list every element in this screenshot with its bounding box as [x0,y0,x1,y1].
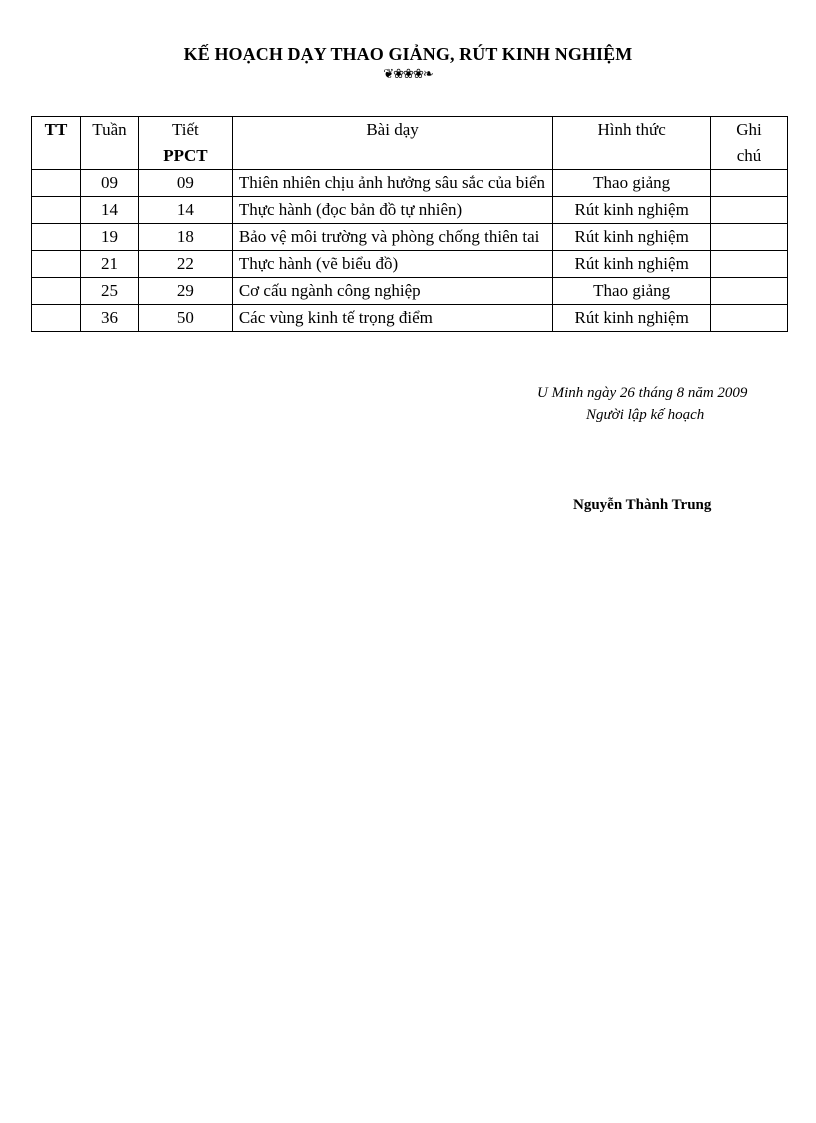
cell-tt [32,278,81,305]
cell-tiet: 18 [138,224,232,251]
header-ghi-chu-line2: chú [736,146,762,165]
cell-tuan: 21 [80,251,138,278]
lesson-plan-table [31,116,788,332]
table-row [32,197,788,224]
cell-tuan: 36 [80,305,138,332]
cell-bai-day: Thực hành (vẽ biểu đồ) [232,251,552,278]
header-bai-day: Bài dạy [232,117,552,170]
header-ghi-chu-line1: Ghi [736,120,762,139]
cell-ghi-chu [711,251,788,278]
header-tuan: Tuần [80,117,138,170]
cell-tiet: 50 [138,305,232,332]
signature-role: Người lập kế hoạch [586,407,705,423]
cell-tt [32,305,81,332]
cell-hinh-thuc: Rút kinh nghiệm [553,251,711,278]
cell-bai-day: Cơ cấu ngành công nghiệp [232,278,552,305]
cell-ghi-chu [711,278,788,305]
cell-ghi-chu [711,224,788,251]
cell-hinh-thuc: Rút kinh nghiệm [553,197,711,224]
cell-ghi-chu [711,197,788,224]
header-ghi-chu [711,117,788,170]
cell-tiet: 14 [138,197,232,224]
table-row [32,278,788,305]
cell-ghi-chu [711,305,788,332]
header-hinh-thuc: Hình thức [553,117,711,170]
cell-tuan: 14 [80,197,138,224]
header-tiet-line1: Tiết [172,120,199,139]
table-header-row [32,117,788,170]
cell-hinh-thuc: Rút kinh nghiệm [553,224,711,251]
cell-hinh-thuc: Thao giảng [553,170,711,197]
cell-bai-day: Bảo vệ môi trường và phòng chống thiên tai [232,224,552,251]
cell-tt [32,170,81,197]
cell-tuan: 09 [80,170,138,197]
cell-tuan: 19 [80,224,138,251]
cell-bai-day: Các vùng kinh tế trọng điểm [232,305,552,332]
cell-hinh-thuc: Rút kinh nghiệm [553,305,711,332]
table-row [32,170,788,197]
cell-tuan: 25 [80,278,138,305]
title-ornament: ❦❀❀❀❧ [383,66,433,81]
cell-tt [32,224,81,251]
cell-tt [32,197,81,224]
document-title: KẾ HOẠCH DẠY THAO GIẢNG, RÚT KINH NGHIỆM [183,44,633,64]
cell-tiet: 29 [138,278,232,305]
cell-bai-day: Thực hành (đọc bản đồ tự nhiên) [232,197,552,224]
cell-tt [32,251,81,278]
header-tt: TT [32,117,81,170]
signature-name: Nguyễn Thành Trung [573,497,712,513]
cell-bai-day: Thiên nhiên chịu ảnh hưởng sâu sắc của biển [232,170,552,197]
header-tiet-line2: PPCT [163,146,208,165]
header-tiet-ppct [138,117,232,170]
cell-ghi-chu [711,170,788,197]
cell-tiet: 09 [138,170,232,197]
table-row [32,305,788,332]
signature-date: U Minh ngày 26 tháng 8 năm 2009 [537,385,748,401]
table-row [32,224,788,251]
table-row [32,251,788,278]
cell-hinh-thuc: Thao giảng [553,278,711,305]
cell-tiet: 22 [138,251,232,278]
